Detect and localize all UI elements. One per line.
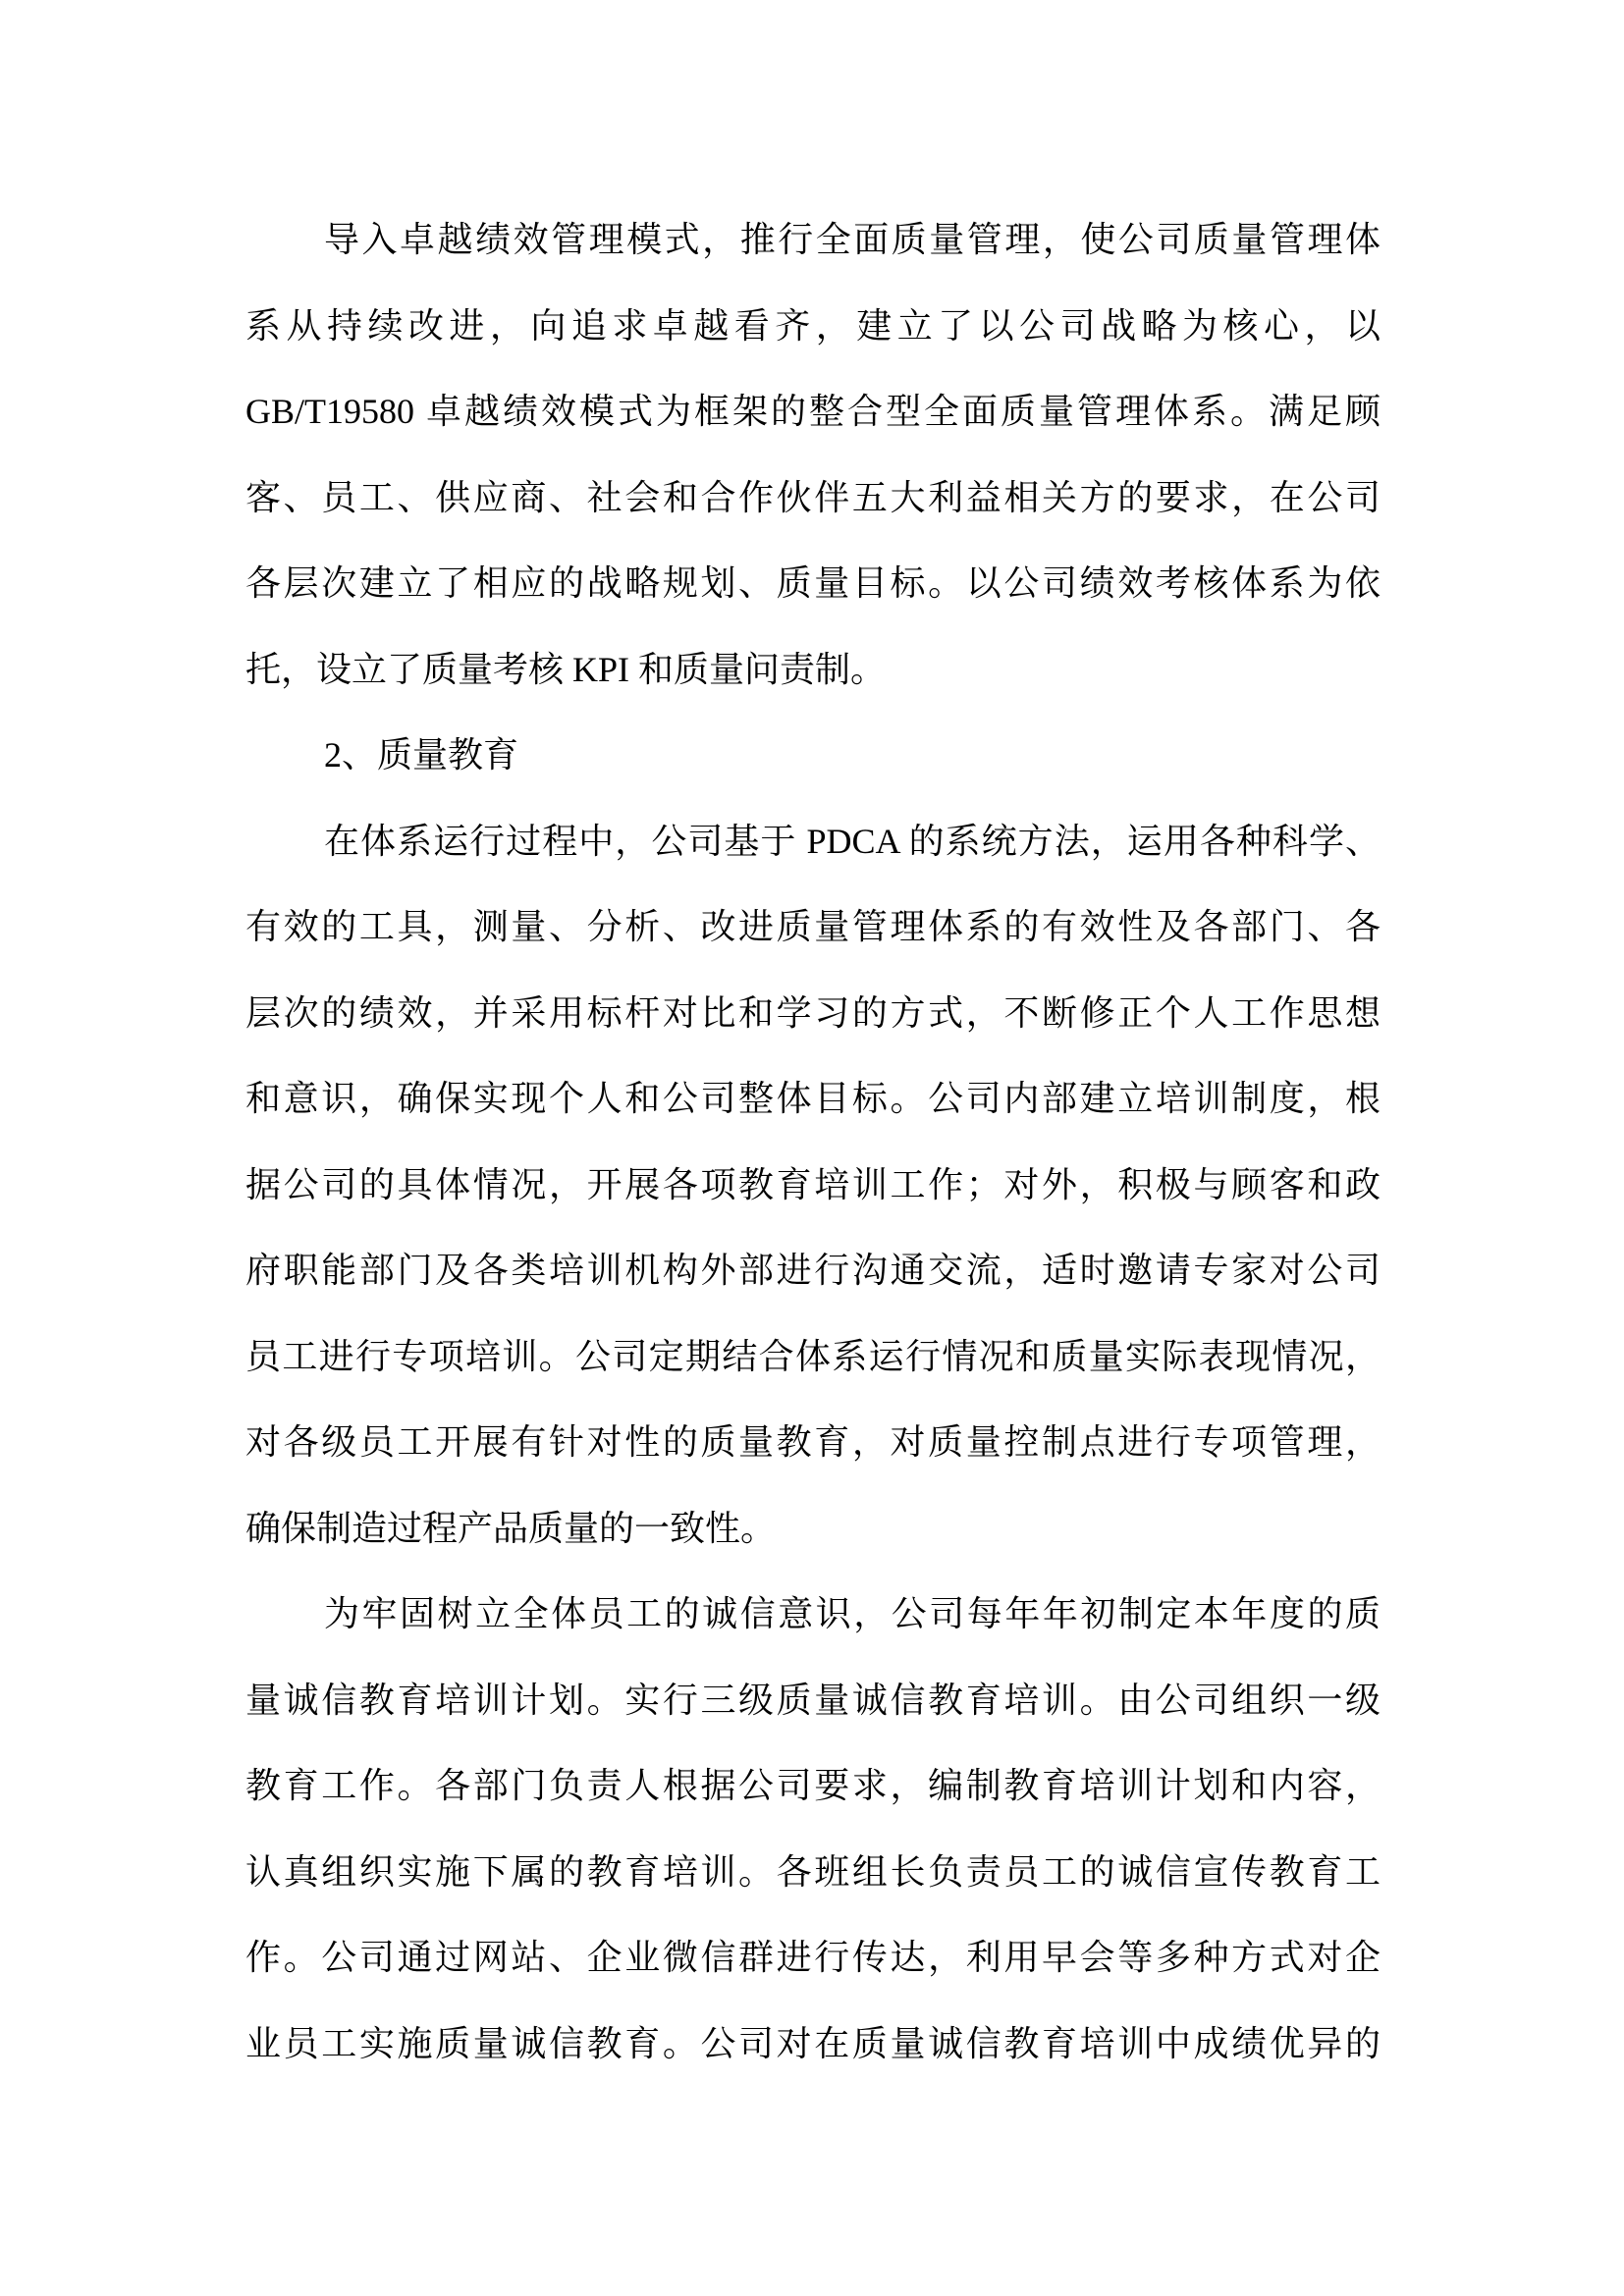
text-line: 托，设立了质量考核 KPI 和质量问责制。 [245, 649, 887, 689]
text-line: 层次的绩效，并采用标杆对比和学习的方式，不断修正个人工作思想 [245, 992, 1380, 1033]
text-line: GB/T19580 卓越绩效模式为框架的整合型全面质量管理体系。满足顾 [245, 392, 1380, 431]
text-line: 各层次建立了相应的战略规划、质量目标。以公司绩效考核体系为依 [245, 563, 1380, 603]
text-line: 为牢固树立全体员工的诚信意识，公司每年年初制定本年度的质 [324, 1594, 1380, 1633]
text-line: 认真组织实施下属的教育培训。各班组长负责员工的诚信宣传教育工 [245, 1851, 1380, 1892]
text-line: 业员工实施质量诚信教育。公司对在质量诚信教育培训中成绩优异的 [245, 2023, 1380, 2063]
text-line: 系从持续改进，向追求卓越看齐，建立了以公司战略为核心，以 [245, 305, 1380, 346]
text-line: 2、质量教育 [324, 735, 519, 774]
text-line: 作。公司通过网站、企业微信群进行传达，利用早会等多种方式对企 [245, 1938, 1380, 1977]
text-line: 府职能部门及各类培训机构外部进行沟通交流，适时邀请专家对公司 [245, 1251, 1380, 1290]
text-line: 导入卓越绩效管理模式，推行全面质量管理，使公司质量管理体 [324, 220, 1380, 259]
text-line: 在体系运行过程中，公司基于 PDCA 的系统方法，运用各种科学、 [324, 821, 1380, 861]
text-line: 教育工作。各部门负责人根据公司要求，编制教育培训计划和内容， [245, 1766, 1380, 1805]
text-line: 确保制造过程产品质量的一致性。 [245, 1508, 777, 1548]
text-line: 客、员工、供应商、社会和合作伙伴五大利益相关方的要求，在公司 [245, 477, 1380, 517]
text-line: 和意识，确保实现个人和公司整体目标。公司内部建立培训制度，根 [245, 1079, 1380, 1118]
text-line: 有效的工具，测量、分析、改进质量管理体系的有效性及各部门、各 [245, 907, 1380, 946]
text-line: 对各级员工开展有针对性的质量教育，对质量控制点进行专项管理， [245, 1422, 1380, 1462]
document-text-block [245, 197, 1380, 2087]
text-line: 量诚信教育培训计划。实行三级质量诚信教育培训。由公司组织一级 [245, 1680, 1380, 1720]
text-line: 员工进行专项培训。公司定期结合体系运行情况和质量实际表现情况， [245, 1336, 1380, 1376]
text-line: 据公司的具体情况，开展各项教育培训工作；对外，积极与顾客和政 [245, 1164, 1380, 1204]
